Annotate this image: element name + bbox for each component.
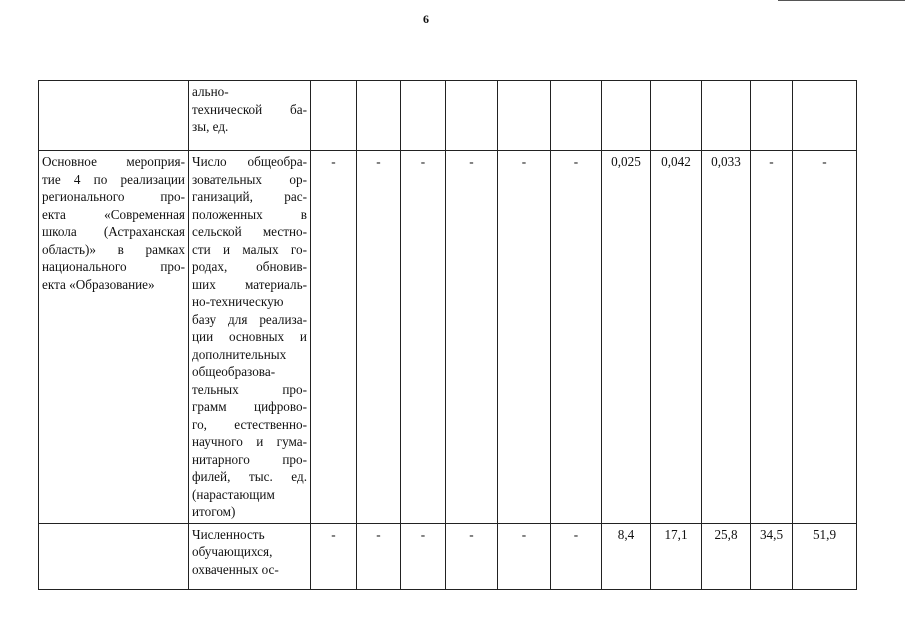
value-cell <box>602 81 651 151</box>
table-row <box>39 523 857 589</box>
text-line: технической ба- <box>192 101 307 117</box>
text-line: нитарного про- <box>192 451 307 467</box>
value-cell: 34,5 <box>751 523 793 589</box>
text-line: обучающихся, <box>192 544 273 559</box>
text-line: ции основных и <box>192 329 307 344</box>
text-line: Основное мероприя- <box>42 154 185 169</box>
value-cell: - <box>751 151 793 524</box>
value-cell: 8,4 <box>602 523 651 589</box>
table-body <box>39 81 857 590</box>
text-line: тельных про- <box>192 381 307 397</box>
value-cell: - <box>446 523 498 589</box>
text-line: итогом) <box>192 504 236 519</box>
text-line: филей, тыс. ед. <box>192 469 307 484</box>
value-cell: - <box>498 523 551 589</box>
value-cell <box>551 81 602 151</box>
indicator-cell <box>189 151 311 524</box>
text-line: школа (Астраханская <box>42 224 185 239</box>
table-row <box>39 81 857 151</box>
text-line: ально- <box>192 84 229 99</box>
value-cell: - <box>401 523 446 589</box>
text-line: ших материаль- <box>192 276 307 292</box>
text-line: зовательных ор- <box>192 171 307 187</box>
text-line: общеобразова- <box>192 364 276 379</box>
value-cell: - <box>793 151 857 524</box>
value-cell: 51,9 <box>793 523 857 589</box>
value-cell <box>357 81 401 151</box>
value-cell: - <box>551 523 602 589</box>
text-line: положенных в <box>192 206 307 222</box>
text-line: тие 4 по реализации <box>42 171 185 187</box>
text-line: зы, ед. <box>192 119 229 134</box>
text-line: базу для реализа- <box>192 311 307 327</box>
indicator-cell <box>189 523 311 589</box>
text-line: охваченных ос- <box>192 561 279 577</box>
text-line: екта «Образование» <box>42 276 155 292</box>
text-line: го, естественно- <box>192 416 307 432</box>
text-line: научного и гума- <box>192 434 307 449</box>
text-line: Число общеобра- <box>192 154 307 169</box>
text-line: сти и малых го- <box>192 241 307 257</box>
value-cell <box>702 81 751 151</box>
value-cell: - <box>357 523 401 589</box>
value-cell <box>446 81 498 151</box>
text-line: область)» в рамках <box>42 241 185 257</box>
value-cell <box>401 81 446 151</box>
value-cell: 0,025 <box>602 151 651 524</box>
text-line: дополнительных <box>192 346 287 362</box>
text-line: ганизаций, рас- <box>192 189 307 204</box>
value-cell: 0,033 <box>702 151 751 524</box>
table-row <box>39 151 857 524</box>
value-cell <box>651 81 702 151</box>
text-line: сельской местно- <box>192 224 307 239</box>
value-cell <box>311 81 357 151</box>
value-cell: - <box>401 151 446 524</box>
activity-cell <box>39 151 189 524</box>
text-line: грамм цифрово- <box>192 399 307 414</box>
activity-cell <box>39 523 189 589</box>
value-cell: - <box>446 151 498 524</box>
text-line: регионального про- <box>42 189 185 204</box>
value-cell <box>793 81 857 151</box>
indicator-cell <box>189 81 311 151</box>
value-cell: - <box>311 523 357 589</box>
top-rule <box>778 0 905 1</box>
value-cell: 0,042 <box>651 151 702 524</box>
indicators-table <box>38 80 857 590</box>
value-cell: - <box>357 151 401 524</box>
text-line: родах, обновив- <box>192 259 307 274</box>
text-line: национального про- <box>42 259 185 274</box>
value-cell: - <box>498 151 551 524</box>
text-line: (нарастающим <box>192 486 275 502</box>
value-cell: - <box>551 151 602 524</box>
text-line: екта «Современная <box>42 206 185 222</box>
value-cell: 25,8 <box>702 523 751 589</box>
text-line: Численность <box>192 526 265 542</box>
value-cell <box>498 81 551 151</box>
page-number: 6 <box>423 12 429 26</box>
activity-cell <box>39 81 189 151</box>
value-cell: - <box>311 151 357 524</box>
value-cell: 17,1 <box>651 523 702 589</box>
text-line: но-техническую <box>192 294 284 309</box>
value-cell <box>751 81 793 151</box>
